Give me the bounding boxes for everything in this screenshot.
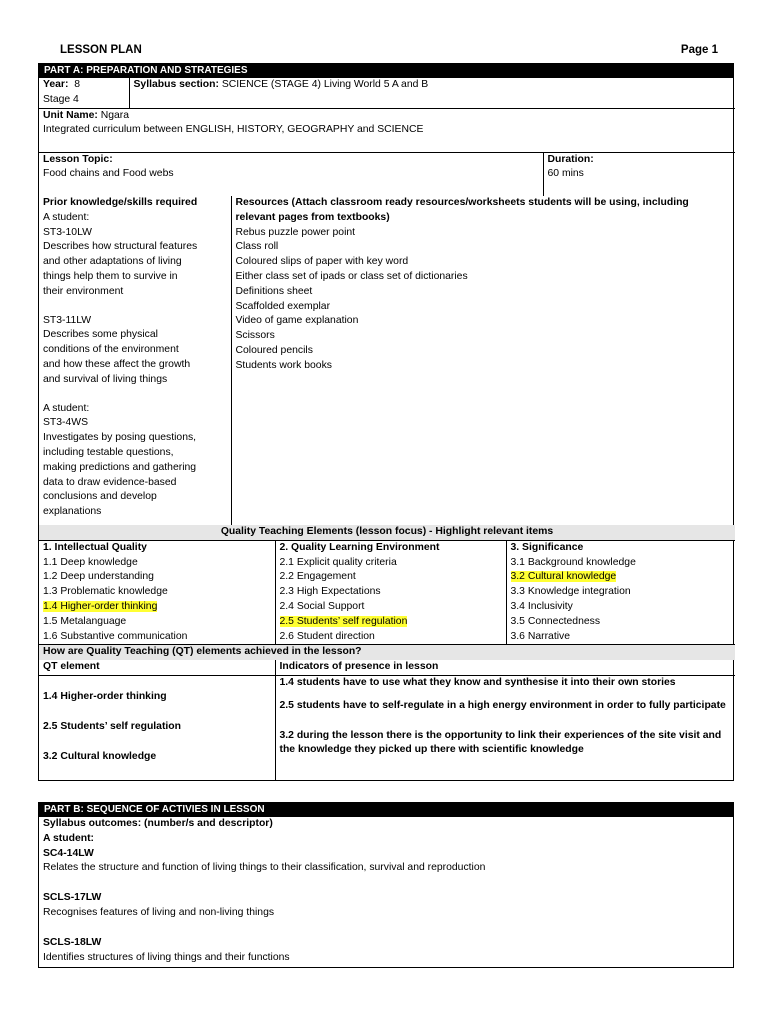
outcome-description: Recognises features of living and non-living things: [43, 906, 275, 918]
unit-label: Unit Name:: [43, 109, 98, 121]
qt-indicator-header: Indicators of presence in lesson: [275, 660, 735, 675]
qte-item: 3.6 Narrative: [510, 630, 570, 642]
resource-item: Either class set of ipads or class set of dictionaries: [235, 271, 468, 283]
syllabus-label: Syllabus section:: [133, 79, 219, 90]
resource-item: Scaffolded exemplar: [235, 300, 331, 312]
qt-element-header: QT element: [39, 660, 275, 675]
outcome-description: Relates the structure and function of living things to their classification, survival and reproduction: [43, 862, 486, 874]
qte-item: 1.6 Substantive communication: [43, 630, 188, 642]
qte-item: 1.5 Metalanguage: [43, 615, 127, 627]
duration-label: Duration:: [547, 153, 594, 165]
prior-knowledge-line: Investigates by posing questions,: [43, 432, 197, 444]
qt-indicator-item: 2.5 students have to self-regulate in a high energy environment in order to fully participate: [279, 699, 726, 711]
qt-question: How are Quality Teaching (QT) elements achieved in the lesson?: [39, 645, 735, 660]
page-number: Page 1: [680, 44, 718, 56]
qt-element-item: 1.4 Higher-order thinking: [43, 691, 167, 703]
stage-value: Stage 4: [43, 93, 79, 105]
document-title: LESSON PLAN: [60, 44, 142, 56]
prior-label: Prior knowledge/skills required: [43, 197, 198, 209]
qte-item: 2.4 Social Support: [279, 601, 365, 613]
qte-item: 3.3 Knowledge integration: [510, 586, 631, 598]
qte-row: [39, 540, 735, 645]
resource-item: Coloured pencils: [235, 345, 313, 357]
part-a-prior-table: [39, 196, 735, 525]
prior-knowledge-line: and survival of living things: [43, 373, 168, 385]
qte-item: 3.1 Background knowledge: [510, 556, 636, 568]
syllabus-value: SCIENCE (STAGE 4) Living World 5 A and B: [221, 79, 429, 90]
unit-description: Integrated curriculum between ENGLISH, HISTORY, GEOGRAPHY and SCIENCE: [43, 124, 424, 136]
prior-knowledge-line: conditions of the environment: [43, 344, 179, 356]
qt-indicators-cell: [275, 676, 735, 780]
prior-knowledge-line: and how these affect the growth: [43, 359, 191, 371]
part-a-bar: PART A: PREPARATION AND STRATEGIES: [39, 64, 733, 78]
prior-knowledge-line: conclusions and develop: [43, 491, 157, 503]
qte-item: 2.2 Engagement: [279, 571, 356, 583]
topic-value: Food chains and Food webs: [43, 168, 174, 180]
outcomes-label: Syllabus outcomes: (number/s and descriptor): [43, 818, 273, 829]
outcome-code: SC4-14LW: [43, 847, 94, 859]
qte-column-title: 3. Significance: [510, 541, 584, 553]
topic-cell: [39, 152, 543, 196]
qte-item: 2.5 Students’ self regulation: [279, 615, 408, 627]
qte-header: Quality Teaching Elements (lesson focus) - Highlight relevant items: [39, 525, 735, 540]
qte-item: 3.2 Cultural knowledge: [510, 571, 617, 583]
prior-knowledge-line: Describes how structural features: [43, 241, 198, 253]
outcomes-section: [39, 817, 733, 965]
resources-cell: [231, 196, 735, 525]
resources-list: [236, 226, 732, 374]
qte-item: 3.4 Inclusivity: [510, 601, 573, 613]
part-a-top-table: [39, 78, 735, 196]
prior-knowledge-line: their environment: [43, 285, 124, 297]
prior-knowledge-line: Describes some physical: [43, 329, 158, 341]
prior-knowledge-list: [43, 211, 227, 520]
topic-label: Lesson Topic:: [43, 153, 113, 165]
resource-item: Rebus puzzle power point: [235, 226, 356, 238]
syllabus-cell: [129, 78, 735, 108]
outcomes-list: [43, 847, 729, 966]
outcomes-student: A student:: [43, 832, 94, 844]
year-cell: [39, 78, 129, 108]
qt-indicator-item: 1.4 students have to use what they know and synthesise it into their own stories: [279, 677, 676, 689]
resources-label: Resources (Attach classroom ready resources/worksheets students will be using, including relevant pages from textbooks): [235, 197, 689, 223]
qt-element-item: 2.5 Students’ self regulation: [43, 720, 181, 732]
outcome-code: SCLS-17LW: [43, 892, 102, 904]
resource-item: Video of game explanation: [235, 315, 359, 327]
qte-item: 3.5 Connectedness: [510, 615, 601, 627]
prior-knowledge-line: ST3-11LW: [43, 314, 92, 326]
outcome-code: SCLS-18LW: [43, 936, 102, 948]
qt-indicator-item: 3.2 during the lesson there is the opportunity to link their experiences of the site visit and the knowledge they picked up there with scientific knowledge: [279, 729, 722, 756]
prior-knowledge-line: data to draw evidence-based: [43, 476, 177, 488]
qt-elements-cell: [39, 676, 275, 780]
prior-knowledge-line: A student:: [43, 402, 90, 414]
duration-value: 60 mins: [547, 168, 584, 180]
qte-item: 1.1 Deep knowledge: [43, 556, 138, 568]
unit-value: Ngara: [100, 109, 130, 121]
prior-knowledge-cell: [39, 196, 231, 525]
part-b-bar: PART B: SEQUENCE OF ACTIVIES IN LESSON: [39, 803, 733, 817]
year-label: Year:: [43, 79, 69, 90]
qte-column-title: 2. Quality Learning Environment: [279, 541, 440, 553]
part-a-box: [38, 63, 734, 781]
qt-element-item: 3.2 Cultural knowledge: [43, 750, 157, 762]
qte-column: [275, 540, 506, 645]
prior-knowledge-line: making predictions and gathering: [43, 461, 197, 473]
document-header: [60, 43, 718, 59]
outcome-description: Identifies structures of living things and their functions: [43, 951, 290, 963]
prior-knowledge-line: [43, 300, 227, 314]
prior-knowledge-line: A student:: [43, 211, 90, 223]
prior-knowledge-line: and other adaptations of living: [43, 256, 182, 268]
qte-column: [506, 540, 735, 645]
prior-knowledge-line: [43, 388, 227, 402]
prior-knowledge-line: ST3-4WS: [43, 417, 89, 429]
resource-item: Class roll: [235, 241, 279, 253]
qte-item: 1.2 Deep understanding: [43, 571, 154, 583]
resource-item: Definitions sheet: [235, 285, 313, 297]
qte-item: 2.6 Student direction: [279, 630, 375, 642]
resource-item: Students work books: [235, 359, 332, 371]
qte-item: 1.3 Problematic knowledge: [43, 586, 168, 598]
qte-item: 2.3 High Expectations: [279, 586, 381, 598]
resource-item: Scissors: [235, 330, 275, 342]
qt-elements-table: [39, 660, 735, 779]
prior-knowledge-line: explanations: [43, 506, 102, 518]
prior-knowledge-line: ST3-10LW: [43, 226, 92, 238]
prior-knowledge-line: things help them to survive in: [43, 271, 178, 283]
qte-column-title: 1. Intellectual Quality: [43, 541, 147, 553]
prior-knowledge-line: including testable questions,: [43, 447, 174, 459]
qte-item: 2.1 Explicit quality criteria: [279, 556, 397, 568]
qte-column: [39, 540, 275, 645]
resource-item: Coloured slips of paper with key word: [235, 256, 409, 268]
unit-cell: [39, 108, 735, 152]
qte-table: [39, 525, 735, 660]
qte-item: 1.4 Higher-order thinking: [43, 601, 158, 613]
duration-cell: [543, 152, 735, 196]
year-value: 8: [74, 79, 80, 90]
part-b-box: [38, 802, 734, 968]
